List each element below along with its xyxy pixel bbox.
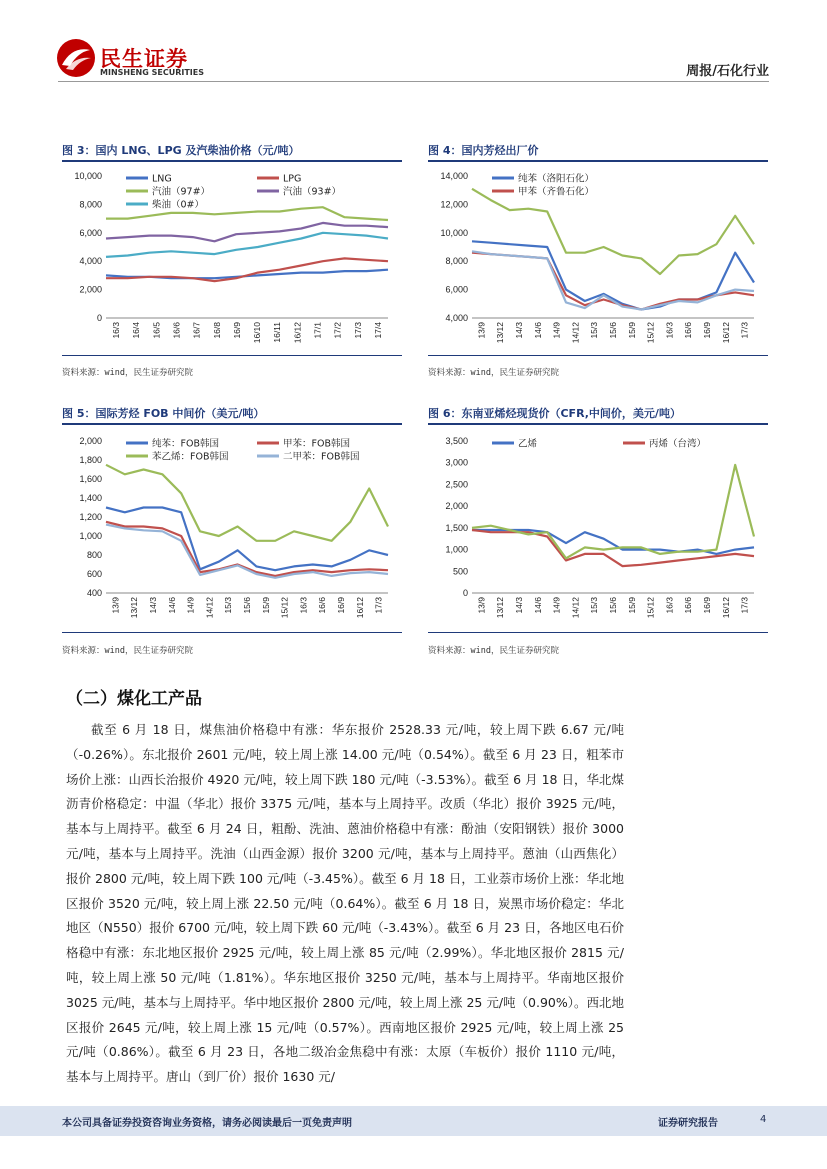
figure-bottom-rule xyxy=(428,355,768,356)
y-tick-label: 10,000 xyxy=(74,171,102,181)
x-tick-label: 17/4 xyxy=(372,322,383,339)
y-tick-label: 10,000 xyxy=(440,227,468,238)
x-tick-label: 15/6 xyxy=(608,597,618,614)
figure-source: 资料来源：wind，民生证券研究院 xyxy=(428,368,559,378)
x-tick-label: 17/3 xyxy=(739,597,750,614)
x-tick-label: 14/9 xyxy=(185,597,196,614)
x-tick-label: 13/12 xyxy=(495,597,506,619)
legend-label: 丙烯（台湾） xyxy=(649,438,707,450)
legend-label: 纯苯：FOB韩国 xyxy=(152,438,219,450)
y-tick-label: 6,000 xyxy=(445,284,468,295)
x-tick-label: 16/12 xyxy=(720,597,731,619)
x-tick-label: 16/3 xyxy=(664,322,675,339)
figure-source: 资料来源：wind，民生证券研究院 xyxy=(62,368,193,378)
y-tick-label: 1,400 xyxy=(79,493,102,503)
x-tick-label: 16/6 xyxy=(317,597,328,614)
y-tick-label: 1,600 xyxy=(79,474,102,484)
series-line xyxy=(106,223,388,241)
x-tick-label: 14/3 xyxy=(514,597,524,614)
x-tick-label: 17/3 xyxy=(352,322,363,339)
x-tick-label: 15/3 xyxy=(589,322,600,339)
x-tick-label: 17/3 xyxy=(739,322,750,339)
y-tick-label: 2,000 xyxy=(445,501,468,512)
x-tick-label: 14/9 xyxy=(551,597,562,614)
series-line xyxy=(472,189,754,274)
x-tick-label: 13/9 xyxy=(476,322,487,339)
x-tick-label: 17/2 xyxy=(332,322,343,339)
x-tick-label: 15/9 xyxy=(626,322,637,339)
y-tick-label: 500 xyxy=(452,566,468,577)
x-tick-label: 16/3 xyxy=(664,597,675,614)
legend-label: 柴油（0#） xyxy=(152,199,205,211)
chart-domestic-aromatics-prices xyxy=(428,164,768,354)
y-tick-label: 800 xyxy=(86,550,102,560)
figure-bottom-rule xyxy=(428,632,768,633)
series-line xyxy=(472,251,754,309)
page-number: 4 xyxy=(760,1114,767,1125)
x-tick-label: 15/12 xyxy=(645,322,656,344)
x-tick-label: 14/3 xyxy=(148,597,158,614)
x-tick-label: 16/12 xyxy=(292,322,303,344)
x-tick-label: 16/5 xyxy=(151,322,162,339)
page-footer xyxy=(0,1106,827,1136)
legend-label: LPG xyxy=(283,173,302,185)
y-tick-label: 600 xyxy=(86,569,102,579)
x-tick-label: 16/6 xyxy=(683,322,694,339)
x-tick-label: 16/6 xyxy=(171,322,182,339)
series-line xyxy=(106,207,388,220)
legend-label: 甲苯：FOB韩国 xyxy=(283,438,350,450)
x-tick-label: 17/1 xyxy=(312,322,323,339)
x-tick-label: 16/7 xyxy=(191,322,202,339)
y-tick-label: 4,000 xyxy=(445,313,468,323)
legend-label: 汽油（97#） xyxy=(152,186,211,198)
legend-label: 乙烯 xyxy=(518,438,538,450)
y-tick-label: 4,000 xyxy=(79,256,102,267)
x-tick-label: 13/9 xyxy=(476,597,487,614)
x-tick-label: 14/6 xyxy=(532,322,543,339)
x-tick-label: 16/6 xyxy=(683,597,694,614)
x-tick-label: 16/3 xyxy=(111,322,122,339)
y-tick-label: 1,500 xyxy=(445,522,468,533)
y-tick-label: 14,000 xyxy=(440,171,468,181)
x-tick-label: 15/12 xyxy=(645,597,656,619)
chart-intl-aromatics-fob xyxy=(62,429,402,629)
footer-doc-type: 证券研究报告 xyxy=(658,1118,718,1129)
chart-sea-olefins-prices xyxy=(428,429,768,629)
x-tick-label: 16/9 xyxy=(702,597,712,614)
logo-text-en: MINSHENG SECURITIES xyxy=(100,68,204,77)
x-tick-label: 16/3 xyxy=(298,597,309,614)
series-line xyxy=(106,465,388,541)
x-tick-label: 14/12 xyxy=(570,597,581,619)
x-tick-label: 16/9 xyxy=(702,322,712,339)
x-tick-label: 13/9 xyxy=(110,597,121,614)
legend-label: 甲苯（齐鲁石化） xyxy=(518,186,595,198)
x-tick-label: 17/3 xyxy=(373,597,384,614)
series-line xyxy=(106,508,388,571)
y-tick-label: 0 xyxy=(462,588,468,598)
figure-top-rule xyxy=(428,160,768,162)
y-tick-label: 1,000 xyxy=(79,531,102,541)
figure-4 xyxy=(428,142,768,382)
y-tick-label: 3,000 xyxy=(445,457,468,468)
y-tick-label: 8,000 xyxy=(79,199,102,210)
x-tick-label: 14/12 xyxy=(204,597,215,619)
chart-domestic-fuel-prices xyxy=(62,164,402,354)
x-tick-label: 16/12 xyxy=(354,597,365,619)
figure-top-rule xyxy=(428,423,768,425)
x-tick-label: 15/9 xyxy=(260,597,271,614)
y-tick-label: 2,000 xyxy=(79,284,102,295)
x-tick-label: 15/9 xyxy=(626,597,637,614)
figure-6 xyxy=(428,405,768,657)
figure-bottom-rule xyxy=(62,632,402,633)
figure-source: 资料来源：wind，民生证券研究院 xyxy=(62,646,193,656)
y-tick-label: 6,000 xyxy=(79,227,102,238)
y-tick-label: 400 xyxy=(86,588,102,598)
y-tick-label: 1,800 xyxy=(79,455,102,465)
x-tick-label: 15/12 xyxy=(279,597,290,619)
x-tick-label: 15/3 xyxy=(223,597,234,614)
x-tick-label: 16/11 xyxy=(272,322,283,343)
x-tick-label: 16/4 xyxy=(131,322,142,339)
page-header xyxy=(0,0,827,90)
y-tick-label: 8,000 xyxy=(445,256,468,267)
x-tick-label: 14/12 xyxy=(570,322,581,344)
figure-title: 图 3：国内 LNG、LPG 及汽柴油价格（元/吨） xyxy=(62,144,300,157)
legend-label: 汽油（93#） xyxy=(283,186,342,198)
figure-5 xyxy=(62,405,402,657)
y-tick-label: 2,000 xyxy=(79,436,102,446)
x-tick-label: 14/6 xyxy=(166,597,177,614)
y-tick-label: 1,000 xyxy=(445,544,468,555)
x-tick-label: 16/12 xyxy=(720,322,731,344)
legend-label: 二甲苯：FOB韩国 xyxy=(283,451,360,463)
header-divider xyxy=(58,81,769,82)
figure-title: 图 6：东南亚烯烃现货价（CFR,中间价，美元/吨） xyxy=(428,407,681,420)
report-type: 周报/石化行业 xyxy=(686,64,769,79)
y-tick-label: 1,200 xyxy=(79,512,102,522)
x-tick-label: 16/9 xyxy=(336,597,346,614)
x-tick-label: 15/6 xyxy=(242,597,252,614)
x-tick-label: 14/3 xyxy=(514,322,524,339)
y-tick-label: 3,500 xyxy=(445,436,468,446)
y-tick-label: 12,000 xyxy=(440,199,468,210)
figure-bottom-rule xyxy=(62,355,402,356)
x-tick-label: 13/12 xyxy=(495,322,506,344)
x-tick-label: 14/9 xyxy=(551,322,562,339)
footer-disclaimer: 本公司具备证券投资咨询业务资格，请务必阅读最后一页免责声明 xyxy=(62,1118,352,1129)
x-tick-label: 13/12 xyxy=(129,597,140,619)
section-title: （二）煤化工产品 xyxy=(66,689,202,709)
y-tick-label: 2,500 xyxy=(445,479,468,490)
company-logo xyxy=(56,38,204,82)
series-line xyxy=(106,258,388,281)
figure-title: 图 5：国际芳烃 FOB 中间价（美元/吨） xyxy=(62,407,265,420)
figure-source: 资料来源：wind，民生证券研究院 xyxy=(428,646,559,656)
figure-3 xyxy=(62,142,402,382)
x-tick-label: 14/6 xyxy=(532,597,543,614)
x-tick-label: 16/8 xyxy=(211,322,222,339)
x-tick-label: 15/3 xyxy=(589,597,600,614)
body-paragraph: 截至 6 月 18 日，煤焦油价格稳中有涨：华东报价 2528.33 元/吨，较上周下跌 6.67 元/吨（-0.26%）。东北报价 2601 元/吨，较上周上涨 14.00 元/吨（0.54%）。截至 6 月 23 日，粗苯市场价上涨：山西长治报价 4920 元/吨，较上周下跌 180 元/吨（-3.53%）。截至 6 月 18 日，华北煤沥青价格稳定：中温（华北）报价 3375 元/吨，基本与上周持平。改质（华北）报价 3925 元/吨，基本与上周持平。截至 6 月 24 日，粗酚、洗油、蒽油价格稳中有涨：酚油（安阳钢铁）报价 3000 元/吨，基本与上周持平。洗油（山西金源）报价 3200 元/吨，基本与上周持平。蒽油（山西焦化）报价 2800 元/吨，较上周下跌 100 元/吨（-3.45%）。截至 6 月 18 日，工业萘市场价上涨：华北地区报价 3520 元/吨，较上周上涨 22.50 元/吨（0.64%）。截至 6 月 18 日，炭黑市场价稳定：华北地区（N550）报价 6700 元/吨，较上周下跌 60 元/吨（-3.43%）。截至 6 月 23 日，各地区电石价格稳中有涨：东北地区报价 2925 元/吨，较上周上涨 85 元/吨（2.99%）。华北地区报价 2815 元/吨，较上周上涨 50 元/吨（1.81%）。华东地区报价 3250 元/吨，基本与上周持平。华南地区报价 3025 元/吨，基本与上周持平。华中地区报价 2800 元/吨，较上周上涨 25 元/吨（0.90%）。西北地区报价 2645 元/吨，较上周上涨 15 元/吨（0.57%）。西南地区报价 2925 元/吨，较上周上涨 25 元/吨（0.86%）。截至 6 月 23 日，各地二级冶金焦稳中有涨：太原（车板价）报价 1110 元/吨，基本与上周持平。唐山（到厂价）报价 1630 元/ xyxy=(66,722,624,1085)
logo-mark-icon xyxy=(56,38,96,78)
legend-label: LNG xyxy=(152,173,172,185)
y-tick-label: 0 xyxy=(96,313,102,323)
x-tick-label: 16/9 xyxy=(231,322,242,339)
logo-text-cn: 民生证券 xyxy=(100,47,188,71)
x-tick-label: 16/10 xyxy=(252,322,263,344)
figure-top-rule xyxy=(62,423,402,425)
legend-label: 纯苯（洛阳石化） xyxy=(518,173,595,185)
figure-top-rule xyxy=(62,160,402,162)
x-tick-label: 15/6 xyxy=(608,322,618,339)
legend-label: 苯乙烯：FOB韩国 xyxy=(152,451,229,463)
figure-title: 图 4：国内芳烃出厂价 xyxy=(428,144,539,157)
